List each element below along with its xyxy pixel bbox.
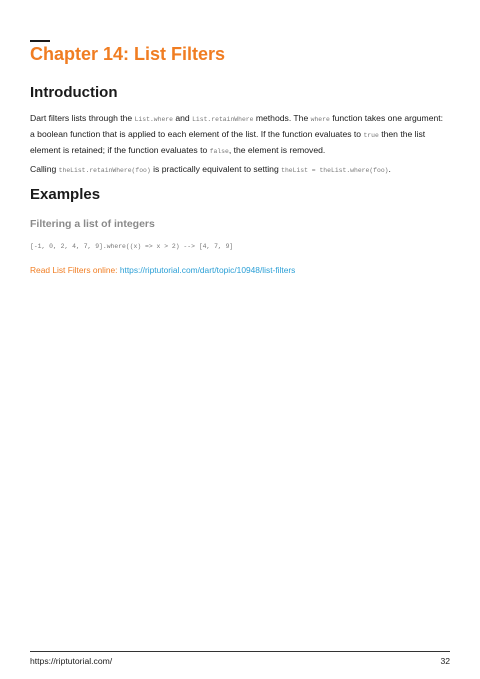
text-run: Calling xyxy=(30,164,59,174)
read-online-link[interactable]: https://riptutorial.com/dart/topic/10948/list-filters xyxy=(119,265,296,275)
inline-code: false xyxy=(209,148,229,155)
inline-code: where xyxy=(310,116,330,123)
inline-code: List.where xyxy=(134,116,173,123)
text-run: and xyxy=(172,113,193,123)
read-online-label: Read List Filters online: xyxy=(30,265,120,275)
footer-divider xyxy=(30,651,450,652)
examples-heading: Examples xyxy=(30,186,101,203)
chapter-rule xyxy=(30,40,50,42)
text-run: function takes one argument: a boolean function that is applied to each element of the list. If the function evaluates to xyxy=(30,113,444,139)
chapter-title: Chapter 14: List Filters xyxy=(30,44,226,64)
document-page xyxy=(30,0,450,679)
text-run: , the element is removed. xyxy=(228,145,326,155)
inline-code: List.retainWhere xyxy=(192,116,254,123)
calling-paragraph xyxy=(30,162,448,178)
inline-code: true xyxy=(363,132,379,139)
inline-code: theList = theList.where(foo) xyxy=(281,167,389,174)
text-run: . xyxy=(388,164,391,174)
page-number: 32 xyxy=(440,656,450,666)
text-run: methods. The xyxy=(253,113,311,123)
read-online-line xyxy=(30,265,295,275)
text-run: is practically equivalent to setting xyxy=(150,164,282,174)
text-run: then the list element is retained; if the function evaluates to xyxy=(30,129,426,155)
inline-code: theList.retainWhere(foo) xyxy=(58,167,151,174)
text-run: Dart filters lists through the xyxy=(30,113,135,123)
introduction-paragraph xyxy=(30,111,448,159)
example-subheading: Filtering a list of integers xyxy=(30,218,155,230)
code-block: [-1, 0, 2, 4, 7, 9].where((x) => x > 2) --> [4, 7, 9] xyxy=(30,243,234,250)
introduction-heading: Introduction xyxy=(30,84,118,101)
footer-url: https://riptutorial.com/ xyxy=(30,656,113,666)
